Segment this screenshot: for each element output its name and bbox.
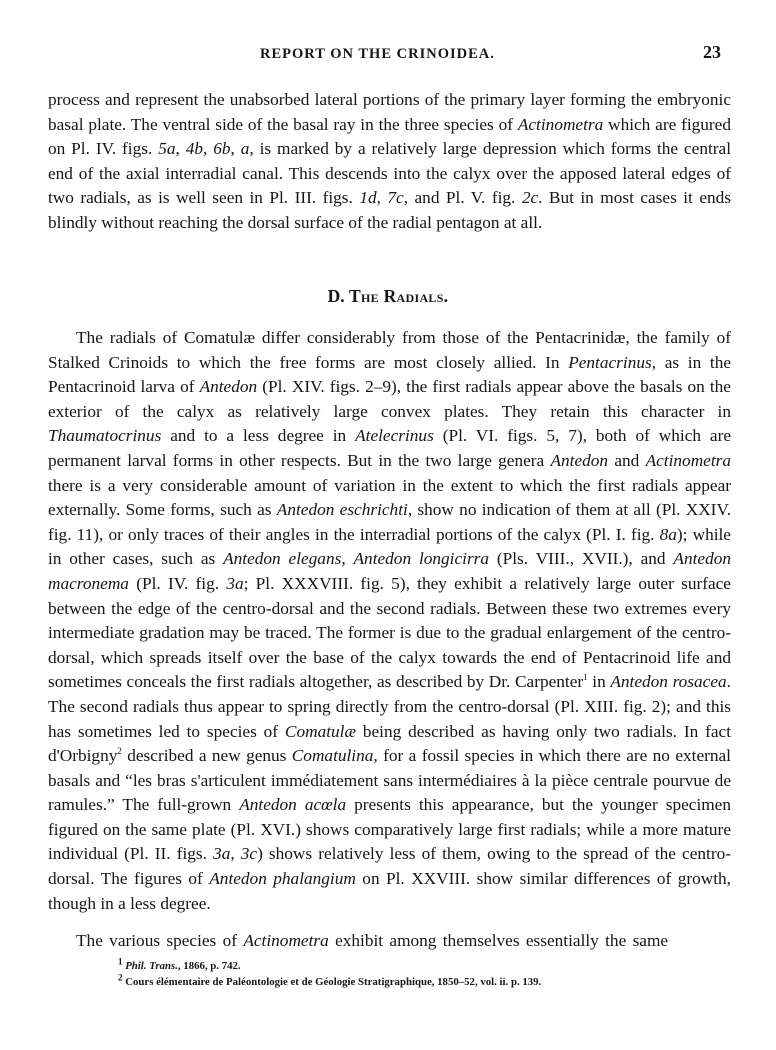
section-heading: [0, 286, 776, 307]
footnotes: [118, 958, 738, 990]
footnote-ref-2: 2: [117, 746, 122, 757]
footnote-1: $^1$ Phil. Trans., 1866, p. 742.: [118, 956, 241, 972]
footnote-2: $^2$ Cours élémentaire de Paléontologie et de Géologie Stratigraphique, 1850–52, vol. ii. p. 139.: [118, 972, 542, 988]
footnote-ref-1: 1: [583, 672, 588, 683]
section-title: The Radials.: [349, 286, 449, 306]
page-number: 23: [703, 42, 721, 62]
paragraph-actinometra-species: The various species of Actinometra exhibit among themselves essentially the same: [76, 931, 669, 950]
paragraph-basal-ray: process and represent the unabsorbed lateral portions of the primary layer forming the embryonic basal plate. The ventral side of the basal ray in the three species of Actinometra which are figured on Pl. IV. figs. 5a, 4b, 6b, a, is marked by a relatively large depression which forms the central end of the axial interradial canal. This descends into the calyx over the apposed lateral edges of two radials, as is well seen in Pl. III. figs. 1d, 7c, and Pl. V. fig. 2c. But in most cases it ends blindly without reaching the dorsal surface of the radial pentagon at all.: [48, 90, 732, 232]
section-letter: D.: [327, 286, 345, 306]
paragraph-radials: The radials of Comatulæ differ considerably from those of the Pentacrinidæ, the family of Stalked Crinoids to which the free forms are most closely allied. In Pentacrinus, as in the Pentacrinoid larva of Antedon (Pl. XIV. figs. 2–9), the first radials appear above the basals on the exterior of the calyx as relatively large convex plates. They retain this character in Thaumatocrinus and to a less degree in Atelecrinus (Pl. VI. figs. 5, 7), both of which are permanent larval forms in other respects. But in the two large genera Antedon and Actinometra there is a very considerable amount of variation in the extent to which the first radials appear externally. Some forms, such as Antedon eschrichti, show no indication of them at all (Pl. XXIV. fig. 11), or only traces of their angles in the interradial portions of the calyx (Pl. I. fig. 8a); while in other cases, such as Antedon elegans, Antedon longicirra (Pls. VIII., XVII.), and Antedon macronema (Pl. IV. fig. 3a; Pl. XXXVIII. fig. 5), they exhibit a relatively large outer surface between the edge of the centro-dorsal and the second radials. Between these two extremes every intermediate gradation may be traced. The former is due to the gradual enlargement of the centro-dorsal, which spreads itself over the base of the calyx towards the end of Pentacrinoid life and sometimes conceals the first radials altogether, as described by Dr. Carpenter$^1$ in Antedon rosacea. The second radials thus appear to spring directly from the centro-dorsal (Pl. XIII. fig. 2); and this has sometimes led to species of Comatulæ being described as having only two radials. In fact d'Orbigny$^2$ described a new genus Comatulina, for a fossil species in which there are no external basals and “les bras s'articulent immédiatement sans intermédiaires à la pièce centrale pourvue de ramules.” The full-grown Antedon acœla presents this appearance, but the younger specimen figured on the same plate (Pl. XVI.) shows comparatively large first radials; while a more mature individual (Pl. II. figs. 3a, 3c) shows relatively less of them, owing to the spread of the centro-dorsal. The figures of Antedon phalangium on Pl. XXVIII. show similar differences of growth, though in a less degree.: [48, 328, 732, 913]
running-head: REPORT ON THE CRINOIDEA.: [260, 46, 495, 62]
